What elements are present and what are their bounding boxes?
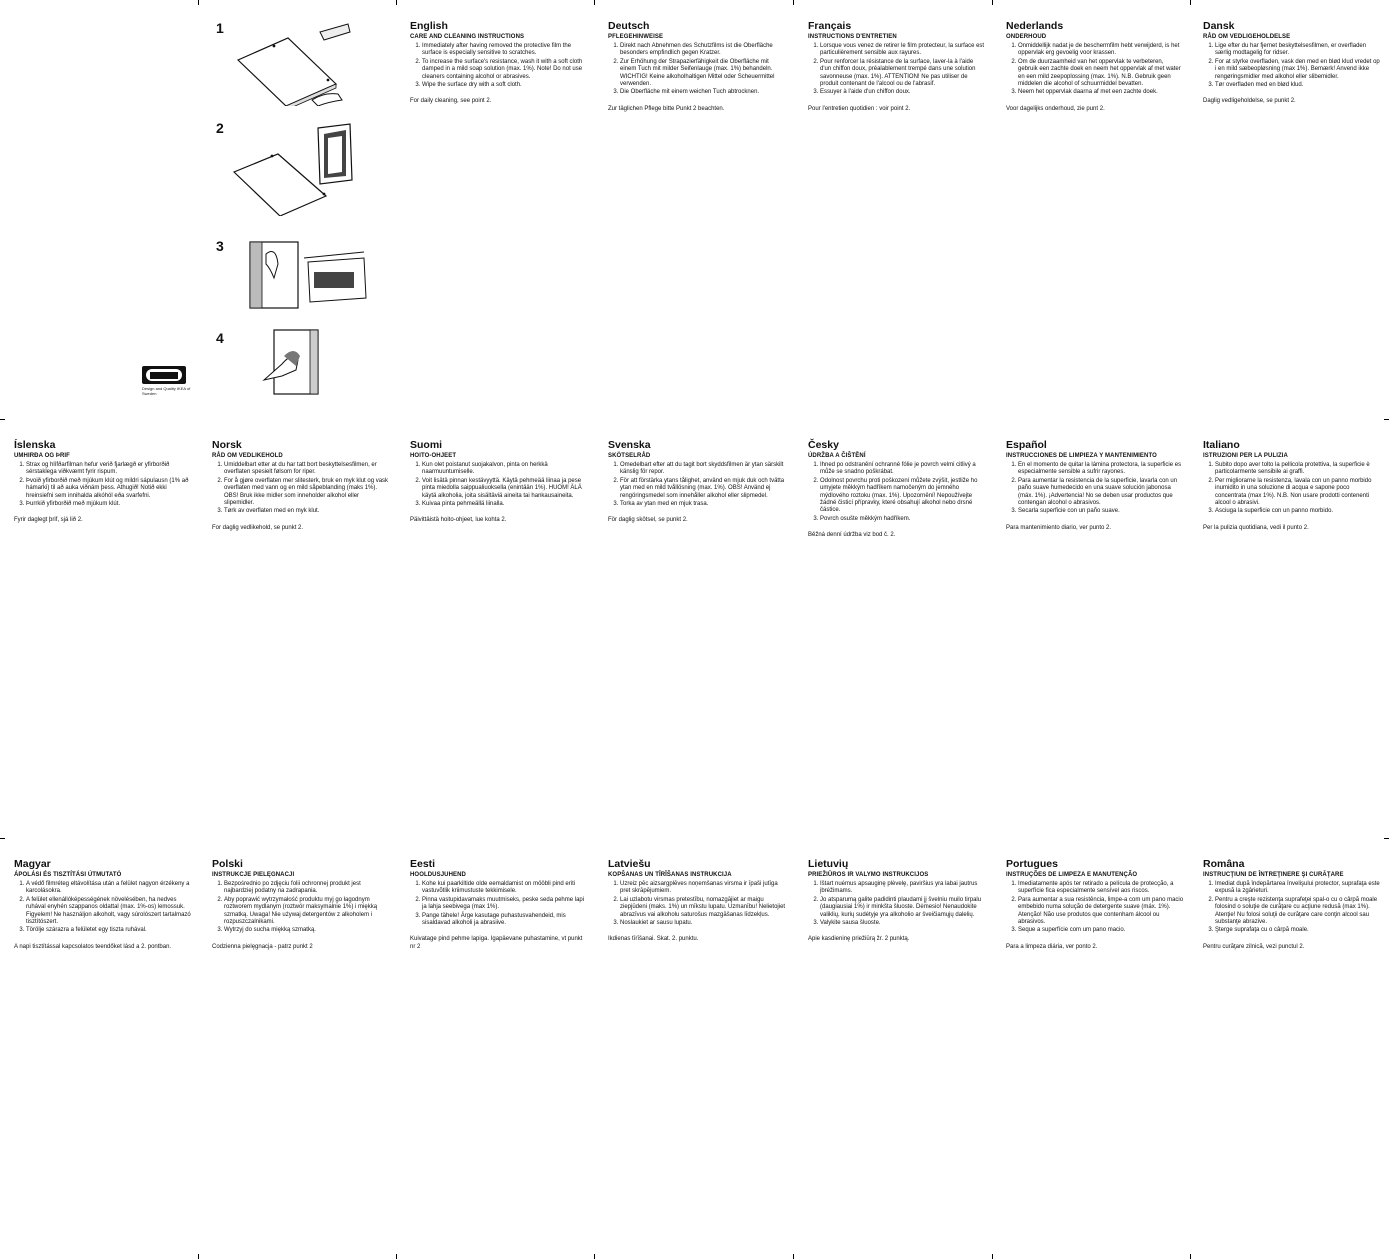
instruction-item: 1. Kohe kui paarkiltide olde eemaldamist on mööbli pind eriti vastuvõtlik kriimustuste tekkimisele. — [422, 881, 588, 896]
instruction-list — [212, 881, 390, 935]
daily-note: Ikdienas tīrīšanai. Skat. 2. punktu. — [608, 936, 699, 943]
instruction-item: 2. Odolnost povrchu proti poškození můžete zvýšit, jestliže ho umyjete měkkým hadříkem namočeným do jemného mýdlového roztoku (max. 1%). Upozornění! Nepoužívejte žádné čisticí přípravky, které obsahují alkohol nebo drsné částice. — [820, 478, 986, 515]
instruction-item: 3. Neem het oppervlak daarna af met een zachte doek. — [1018, 89, 1184, 96]
ikea-logo — [142, 366, 186, 384]
instruction-item: 3. Wipe the surface dry with a soft cloth. — [422, 82, 588, 89]
language-heading: Eesti — [410, 858, 436, 870]
language-heading: Suomi — [410, 439, 443, 451]
instruction-item: 1. Subito dopo aver tolto la pellicola protettiva, la superficie è particolarmente sensibile ai graffi. — [1215, 462, 1381, 477]
instruction-item: 3. Kuivaa pinta pehmeällä liinalla. — [422, 501, 588, 508]
daily-note: Codzienna pielęgnacja - patrz punkt 2 — [212, 943, 313, 950]
instruction-list — [1006, 43, 1184, 97]
instruction-item: 3. Noslaukiet ar sausu lupatu. — [620, 920, 786, 927]
section-subtitle: ÁPOLÁSI ÉS TISZTÍTÁSI ÚTMUTATÓ — [14, 872, 122, 878]
section-it — [1203, 439, 1381, 532]
instruction-item: 1. Strax og hlífðarfilman hefur verið fjarlægð er yfirborðið sérstaklega viðkvæmt fyrir rispum. — [26, 462, 192, 477]
section-da — [1203, 20, 1381, 106]
instruction-item: 3. Die Oberfläche mit einem weichen Tuch abtrocknen. — [620, 89, 786, 96]
instruction-item: 1. Bezpośrednio po zdjęciu folii ochronnej produkt jest najbardziej podatny na zadrapania. — [224, 881, 390, 896]
language-heading: Français — [808, 20, 852, 32]
section-no — [212, 439, 390, 532]
instruction-item: 3. Secarla superficie con un paño suave. — [1018, 508, 1184, 515]
section-fr — [808, 20, 986, 113]
instruction-item: 3. Seque a superfície com um pano macio. — [1018, 927, 1184, 934]
instruction-item: 2. Zur Erhöhung der Strapazierfähigkeit die Oberfläche mit einem Tuch mit milder Seifenlauge (max. 1%) behandeln. WICHTIG! Keine alkoholhaltigen Mittel oder Scheuermittel verwenden. — [620, 59, 786, 89]
instruction-item: 2. Pinna vastupidavamaks muutmiseks, peske seda pehme lapi ja lahja seebivega (max 1%). — [422, 897, 588, 912]
section-lv — [608, 858, 786, 944]
section-subtitle: HOITO-OHJEET — [410, 453, 457, 459]
instruction-item: 1. Omedelbart efter att du tagit bort skyddsfilmen är ytan särskilt känslig för repor. — [620, 462, 786, 477]
section-nl — [1006, 20, 1184, 113]
language-heading: Íslenska — [14, 439, 56, 451]
instruction-item: 1. Imediat după îndepărtarea învelişului protector, suprafaţa este expusă la zgârieturi. — [1215, 881, 1381, 896]
instruction-item: 3. Pange tähele! Ärge kasutage puhastusvahendeid, mis sisaldavad alkoholi ja abrasiive. — [422, 913, 588, 928]
daily-note: For daily cleaning, see point 2. — [410, 98, 492, 105]
instruction-list — [410, 881, 588, 927]
section-de — [608, 20, 786, 113]
instruction-item: 3. Asciuga la superficie con un panno morbido. — [1215, 508, 1381, 515]
section-cs — [808, 439, 986, 540]
section-en — [410, 20, 588, 106]
instruction-item: 3. Tørk av overflaten med en myk klut. — [224, 508, 390, 515]
instruction-list — [608, 462, 786, 508]
section-subtitle: ÚDRŽBA A ČIŠTĚNÍ — [808, 453, 866, 459]
language-heading: Româna — [1203, 858, 1245, 870]
instruction-item: 2. Pour renforcer la résistance de la surface, laver-la à l'aide d'un chiffon doux, préalablement trempé dans une solution savonneuse (max. 1%). ATTENTION! Ne pas utiliser de produit contenant de l'alcool ou de l'abrasif. — [820, 59, 986, 89]
instruction-item: 1. Direkt nach Abnehmen des Schutzfilms ist die Oberfläche besonders empfindlich gegen Kratzer. — [620, 43, 786, 58]
instruction-list — [608, 881, 786, 927]
instruction-list — [14, 881, 192, 935]
instruction-list — [1006, 462, 1184, 516]
section-subtitle: INSTRUCCIONES DE LIMPIEZA Y MANTENIMIENTO — [1006, 453, 1157, 459]
instruction-item: 1. Imediatamente após ter retirado a película de protecção, a superfície fica especialmente sensível aos riscos. — [1018, 881, 1184, 896]
step-1-illustration — [228, 22, 353, 106]
instruction-item: 1. Umiddelbart etter at du har tatt bort beskyttelsesfilmen, er overflaten spesielt følsom for riper. — [224, 462, 390, 477]
section-subtitle: RÅD OM VEDLIKEHOLD — [212, 453, 283, 459]
daily-note: Voor dagelijks onderhoud, zie punt 2. — [1006, 105, 1105, 112]
section-subtitle: UMHIRÐA OG ÞRIF — [14, 453, 70, 459]
language-heading: Latviešu — [608, 858, 651, 870]
section-sv — [608, 439, 786, 525]
section-fi — [410, 439, 588, 525]
language-heading: English — [410, 20, 448, 32]
instruction-item: 1. Onmiddellijk nadat je de beschermfilm hebt verwijderd, is het oppervlak erg gevoelig voor krassen. — [1018, 43, 1184, 58]
daily-note: Kuivatage pind pehme lapiga. Igapäevane puhastamine, vt punkt nr 2 — [410, 936, 583, 950]
section-subtitle: INSTRUÇÕES DE LIMPEZA E MANUTENÇÃO — [1006, 872, 1138, 878]
language-heading: Norsk — [212, 439, 242, 451]
instruction-list — [14, 462, 192, 508]
language-heading: Magyar — [14, 858, 51, 870]
section-hu — [14, 858, 192, 951]
instruction-item: 1. A védő filmréteg eltávolítása után a felület nagyon érzékeny a karcolásokra. — [26, 881, 192, 896]
instruction-list — [608, 43, 786, 97]
language-heading: Portugues — [1006, 858, 1058, 870]
instruction-list — [1006, 881, 1184, 935]
instruction-item: 1. Immediately after having removed the protective film the surface is especially sensitive to scratches. — [422, 43, 588, 58]
daily-note: Para mantenimiento diario, ver punto 2. — [1006, 524, 1112, 531]
instruction-item: 3. Þurrkið yfirborðið með mjúkum klút. — [26, 501, 192, 508]
section-subtitle: HOOLDUSJUHEND — [410, 872, 466, 878]
daily-note: Zur täglichen Pflege bitte Punkt 2 beachten. — [608, 105, 725, 112]
instruction-item: 2. Þvoið yfirborðið með mjúkum klút og mildri sápulausn (1% að hámarki) til að auka viðnám þess. Athugið! Notið ekki hreinsiefni sem innihalda alkóhól eða svarfefni. — [26, 478, 192, 500]
language-heading: Deutsch — [608, 20, 650, 32]
section-subtitle: INSTRUCŢIUNI DE ÎNTREŢINERE ŞI CURĂŢARE — [1203, 872, 1344, 878]
instruction-item: 1. Kun olet poistanut suojakalvon, pinta on herkkä naarmuuntumiselle. — [422, 462, 588, 477]
section-subtitle: CARE AND CLEANING INSTRUCTIONS — [410, 34, 525, 40]
instruction-item: 2. Pentru a creşte rezistenţa suprafeţei spal-o cu o cârpă moale folosind o soluţie de curăţare cu acţiune redusă (max 1%). Atenţie! Nu folosi soluţii de curăţare care conţin alcool sau substanţe abrazive. — [1215, 897, 1381, 927]
instruction-item: 1. Ihned po odstranění ochranné fólie je povrch velmi citlivý a může se snadno poškrábat. — [820, 462, 986, 477]
section-pt — [1006, 858, 1184, 951]
instruction-item: 2. Aby poprawić wytrzymałość produktu myj go łagodnym roztworem mydlanym (roztwór maksymalnie 1%) i miękką szmatką. Uwaga! Nie używaj detergentów z alkoholem i rozpuszczalnikami. — [224, 897, 390, 927]
instruction-list — [212, 462, 390, 516]
step-number: 3 — [216, 238, 224, 254]
instruction-list — [808, 43, 986, 97]
instruction-list — [808, 462, 986, 523]
step-3-illustration — [248, 238, 368, 310]
instruction-item: 2. Para aumentar a sua resistência, limpe-a com um pano macio embebido numa solução de detergente suave (máx. 1%). Atenção! Não use produtos que contenham álcool ou abrasivos. — [1018, 897, 1184, 927]
language-heading: Lietuvių — [808, 858, 849, 870]
instruction-item: 2. For at styrke overfladen, vask den med en blød klud vredet op i en mild sæbeopløsning (max 1%). Bemærk! Anvend ikke rengøringsmidler med alkohol eller slibemidler. — [1215, 59, 1381, 81]
language-heading: Nederlands — [1006, 20, 1064, 32]
instruction-item: 3. Povrch osušte měkkým hadříkem. — [820, 516, 986, 523]
daily-note: Apie kasdieninę priežiūrą žr. 2 punktą. — [808, 936, 910, 943]
instruction-list — [1203, 462, 1381, 516]
section-subtitle: INSTRUKCJE PIELĘGNACJI — [212, 872, 295, 878]
instruction-item: 2. Jo atsparumą galite padidinti plaudami jį švelniu muilo tirpalu (daugiausiai 1%) ir minkšta šluoste. Dėmesio! Nenaudokite valiklių, kurių sudėtyje yra alkoholio ar šveičiamųjų dalelių. — [820, 897, 986, 919]
section-subtitle: PRIEŽIŪROS IR VALYMO INSTRUKCIJOS — [808, 872, 929, 878]
daily-note: Daglig vedligeholdelse, se punkt 2. — [1203, 98, 1296, 105]
section-subtitle: INSTRUCTIONS D'ENTRETIEN — [808, 34, 897, 40]
step-number: 1 — [216, 20, 224, 36]
daily-note: Para a limpeza diária, ver ponto 2. — [1006, 943, 1098, 950]
language-heading: Česky — [808, 439, 839, 451]
instruction-item: 2. Lai uzlabotu virsmas pretestību, nomazgājiet ar maigu ziepjūdeni (maks. 1%) un mīkstu lupatu. Uzmanību! Nelietojiet abrazīvus vai alkoholu saturošus mazgāšanas līdzekļus. — [620, 897, 786, 919]
section-pl — [212, 858, 390, 951]
daily-note: Pentru curăţare zilnică, vezi punctul 2. — [1203, 943, 1305, 950]
section-subtitle: KOPŠANAS UN TĪRĪŠANAS INSTRUKCIJA — [608, 872, 732, 878]
instruction-item: 1. En el momento de quitar la lámina protectora, la superficie es especialmente sensible a sufrir rayones. — [1018, 462, 1184, 477]
section-subtitle: RÅD OM VEDLIGEHOLDELSE — [1203, 34, 1291, 40]
instruction-item: 3. Essuyer à l'aide d'un chiffon doux. — [820, 89, 986, 96]
instruction-item: 2. To increase the surface's resistance, wash it with a soft cloth damped in a mild soap solution (max. 1%). Note! Do not use cleaners containing alcohol or abrasives. — [422, 59, 588, 81]
step-2-illustration — [228, 118, 358, 216]
instruction-item: 2. För att förstärka ytans tålighet, använd en mjuk duk och tvätta ytan med en mild tvållösning (max. 1%). OBS! Använd ej rengöringsmedel som innehåller alkohol eller slipmedel. — [620, 478, 786, 500]
instruction-item: 2. A felület ellenállóképességének növelésében, ha nedves ruhával enyhén szappanos oldattal (max. 1%-os) lemossuk. Figyelem! Ne használjon alkoholt, vagy súrolószert tartalmazó tisztítószert. — [26, 897, 192, 927]
daily-note: Fyrir daglegt þrif, sjá lið 2. — [14, 517, 83, 524]
instruction-item: 2. Om de duurzaamheid van het oppervlak te verbeteren, gebruik een zachte doek en neem het oppervlak af met water en een mild zeepoplossing (max. 1%). N.B. Gebruik geen middelen die alcohol of schuurmiddel bevatten. — [1018, 59, 1184, 89]
instruction-item: 3. Torka av ytan med en mjuk trasa. — [620, 501, 786, 508]
language-heading: Dansk — [1203, 20, 1235, 32]
section-subtitle: ONDERHOUD — [1006, 34, 1047, 40]
instruction-item: 3. Wytrzyj do sucha miękką szmatką. — [224, 927, 390, 934]
instruction-list — [1203, 881, 1381, 935]
language-heading: Español — [1006, 439, 1047, 451]
instruction-list — [410, 462, 588, 508]
daily-note: Per la pulizia quotidiana, vedi il punto 2. — [1203, 524, 1309, 531]
instruction-item: 2. Voit lisätä pinnan kestävyyttä. Käytä pehmeää liinaa ja pese pinta miedolla saippualiuoksella (enintään 1%). HUOM! ÄLÄ käytä alkoholia, joita sisältäviä aineita tai hankausaineita. — [422, 478, 588, 500]
daily-note: For daglig vedlikehold, se punkt 2. — [212, 524, 304, 531]
section-subtitle: ISTRUZIONI PER LA PULIZIA — [1203, 453, 1288, 459]
step-4-illustration — [262, 326, 322, 398]
instruction-item: 1. Ištart nuėmus apsauginę plėvelę, paviršius yra labai jautrus įbrėžimams. — [820, 881, 986, 896]
instruction-list — [1203, 43, 1381, 89]
logo-tagline: Design and Quality IKEA of Sweden — [142, 386, 191, 396]
section-subtitle: PFLEGEHINWEISE — [608, 34, 664, 40]
step-number: 2 — [216, 120, 224, 136]
language-heading: Polski — [212, 858, 243, 870]
section-et — [410, 858, 588, 951]
instruction-item: 2. For å gjøre overflaten mer slitesterk, bruk en myk klut og vask overflaten med vann og en mild såpeblanding (maks 1%). OBS! Bruk ikke midler som inneholder alkohol eller slipemidler. — [224, 478, 390, 508]
instruction-item: 1. Lige efter du har fjernet beskyttelsesfilmen, er overfladen særlig modtagelig for ridser. — [1215, 43, 1381, 58]
instruction-item: 3. Törölje szárazra a felületet egy tiszta ruhával. — [26, 927, 192, 934]
language-heading: Italiano — [1203, 439, 1240, 451]
instruction-list — [808, 881, 986, 927]
step-number: 4 — [216, 330, 224, 346]
language-heading: Svenska — [608, 439, 651, 451]
daily-note: Pour l'entretien quotidien : voir point 2. — [808, 105, 911, 112]
daily-note: Běžná denní údržba viz bod č. 2. — [808, 532, 896, 539]
instruction-item: 3. Şterge suprafaţa cu o cârpă moale. — [1215, 927, 1381, 934]
instruction-item: 3. Tør overfladen med en blød klud. — [1215, 82, 1381, 89]
section-es — [1006, 439, 1184, 532]
section-ro — [1203, 858, 1381, 951]
instruction-item: 3. Valykite sausa šluoste. — [820, 920, 986, 927]
instruction-list — [410, 43, 588, 89]
daily-note: A napi tisztítással kapcsolatos teendőket lásd a 2. pontban. — [14, 943, 172, 950]
instruction-item: 2. Para aumentar la resistencia de la superficie, lavarla con un paño suave humedecido en una suave solución jabonosa (máx. 1%). ¡Advertencia! No se deben usar productos que contengan alcohol o abrasivos. — [1018, 478, 1184, 508]
daily-note: För daglig skötsel, se punkt 2. — [608, 517, 688, 524]
instruction-item: 1. Lorsque vous venez de retirer le film protecteur, la surface est particulièrement sensible aux rayures. — [820, 43, 986, 58]
section-lt — [808, 858, 986, 944]
section-subtitle: SKÖTSELRÅD — [608, 453, 651, 459]
instruction-item: 2. Per migliorarne la resistenza, lavala con un panno morbido inumidito in una soluzione di acqua e sapone poco concentrata (max 1%). N.B. Non usare prodotti contenenti alcool o abrasivi. — [1215, 478, 1381, 508]
section-is — [14, 439, 192, 525]
daily-note: Päivittäistä hoito-ohjeet, lue kohta 2. — [410, 517, 507, 524]
instruction-item: 1. Uzreiz pēc aizsargplēves noņemšanas virsma ir īpaši jutīga pret skrāpējumiem. — [620, 881, 786, 896]
